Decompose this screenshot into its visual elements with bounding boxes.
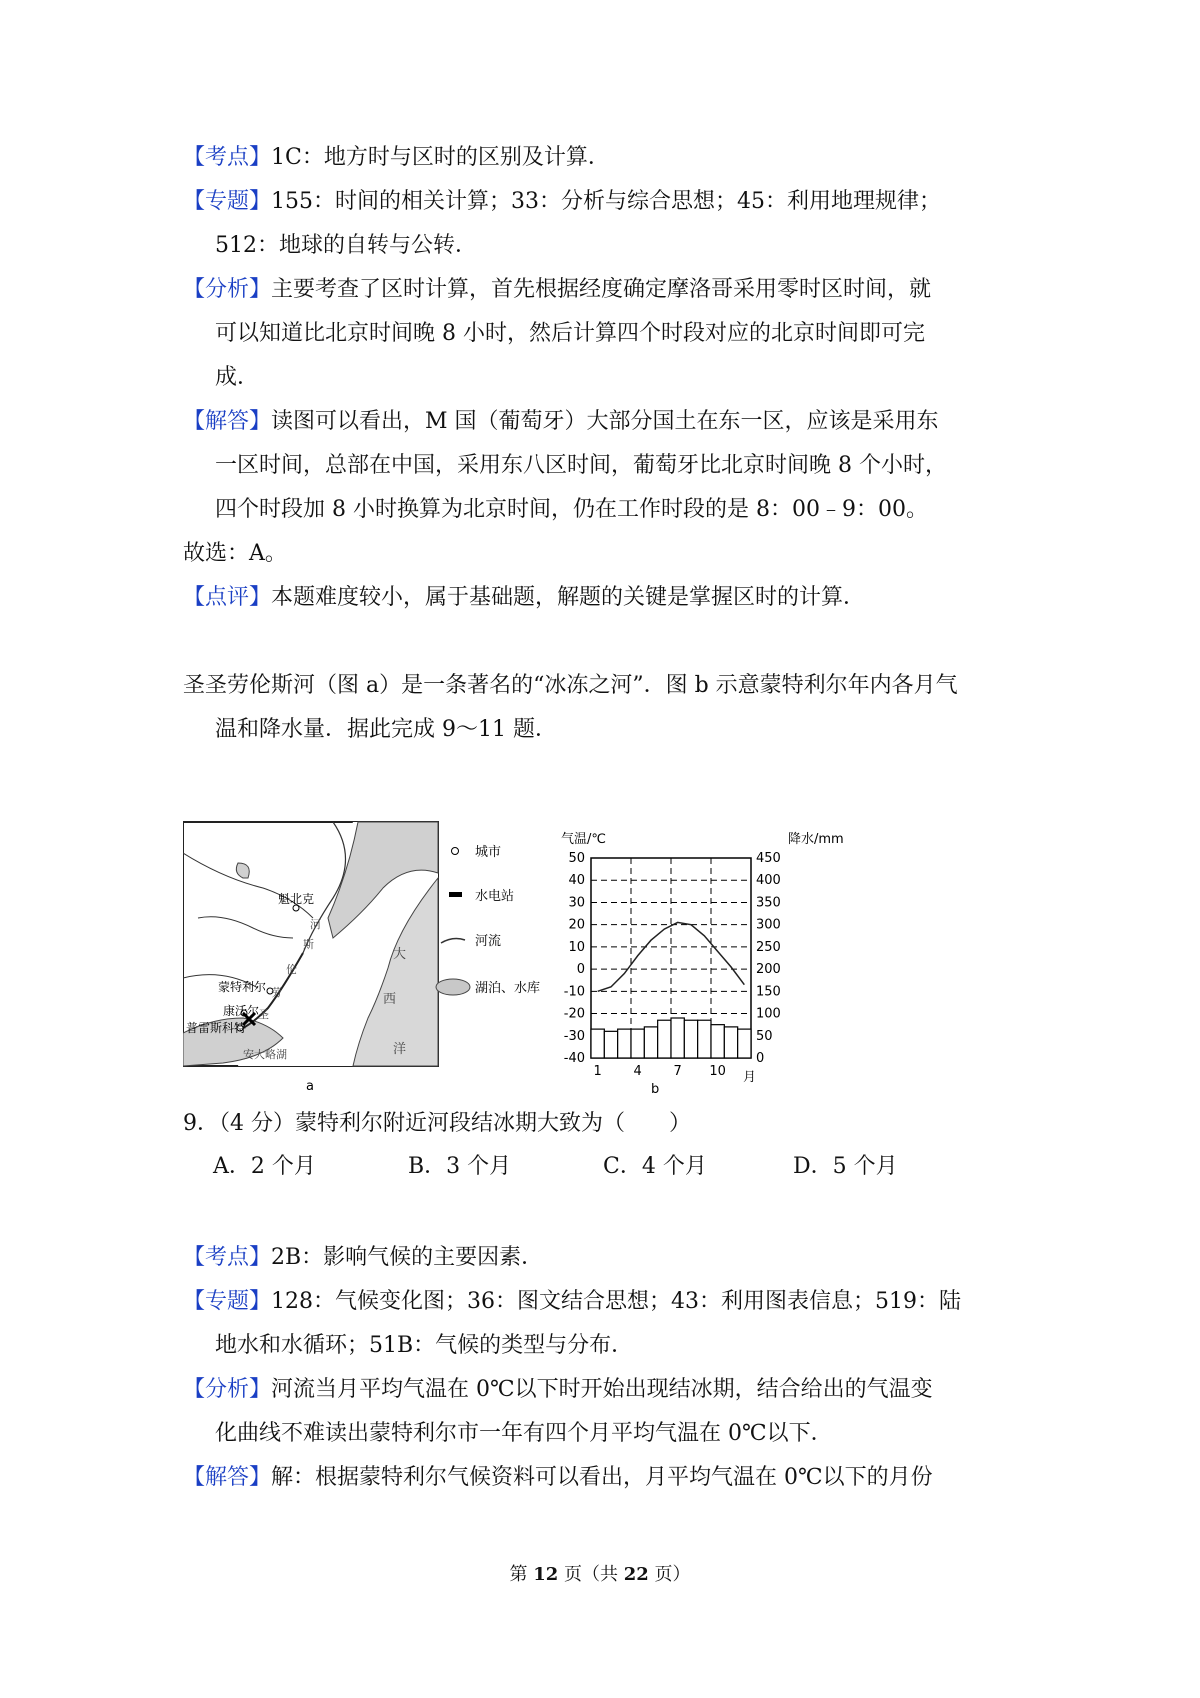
precip-tick-label: 400 [756,873,781,889]
figure-svg [183,818,863,1103]
map-a-label: a [306,1079,314,1094]
map-legend [436,845,540,996]
jieda2-line [183,1463,933,1493]
q9-option-a[interactable]: A．2 个月 [213,1154,316,1179]
page-footer [0,1560,1200,1586]
tag-dianping: 【点评】 [183,585,272,610]
q9-option-c[interactable]: C．4 个月 [603,1154,707,1179]
precip-bar [711,1025,724,1058]
chart-ylabel-right: 降水/mm [788,832,844,847]
q9-stem: 9．（4 分）蒙特利尔附近河段结冰期大致为（ ） [183,1111,691,1136]
precip-tick-label: 350 [756,895,781,911]
temp-tick-label: 30 [568,895,585,911]
precip-tick-label: 150 [756,984,781,1000]
fenxi2-line [183,1375,933,1405]
river-char-3: 伦 [286,963,297,976]
precip-tick-label: 0 [756,1051,765,1066]
answer-line: 故选：A。 [183,541,287,566]
tag-fenxi: 【分析】 [183,277,272,302]
intro-line-2: 温和降水量．据此完成 9～11 题． [215,717,557,742]
city-quebec: 魁北克 [278,892,315,906]
q9-option-d[interactable]: D．5 个月 [793,1154,898,1179]
kaodian-line-1 [183,143,610,173]
precip-tick-label: 100 [756,1006,781,1022]
temp-tick-label: 10 [568,939,585,955]
zhuanti2-cont: 地水和水循环；51B：气候的类型与分布． [215,1333,634,1358]
river-char-1: 河 [310,918,321,931]
tag-zhuanti: 【专题】 [183,189,272,214]
temp-tick-label: 0 [576,962,585,978]
footer-post: 页） [648,1564,691,1585]
tag-jieda: 【解答】 [183,409,272,434]
zhuanti-text: 155：时间的相关计算；33：分析与综合思想；45：利用地理规律； [271,189,941,214]
precip-bar [591,1029,604,1058]
tag-jieda-2: 【解答】 [183,1465,272,1490]
precipitation-bars [591,1018,751,1058]
legend-lake: 湖泊、水库 [475,981,541,996]
jieda-cont-1: 一区时间，总部在中国，采用东八区时间，葡萄牙比北京时间晚 8 个小时， [215,453,947,478]
precip-tick-label: 300 [756,917,781,933]
zhuanti2-text: 128：气候变化图；36：图文结合思想；43：利用图表信息；519：陆 [271,1289,961,1314]
jieda-line-1 [183,407,939,437]
chart-xlabel: 月 [743,1070,757,1085]
kaodian-text: 1C：地方时与区时的区别及计算． [271,145,610,170]
precip-bar [738,1029,751,1058]
dianping-text: 本题难度较小，属于基础题，解题的关键是掌握区时的计算． [271,585,866,610]
month-tick-label: 1 [593,1064,602,1079]
city-cornwall: 康沃尔 [223,1004,260,1018]
lake-label: 安大略湖 [243,1048,287,1061]
precip-bar [604,1031,617,1058]
month-tick-label: 4 [633,1064,642,1079]
precip-bar [671,1018,684,1058]
legend-hydro: 水电站 [475,889,515,904]
zhuanti-cont: 512：地球的自转与公转． [215,233,477,258]
river-char-5: 圣 [258,1008,269,1021]
fenxi-cont-1: 可以知道比北京时间晚 8 小时，然后计算四个时段对应的北京时间即可完 [215,321,925,346]
city-montreal: 蒙特利尔 [218,980,267,994]
climate-chart [561,831,844,1097]
kaodian2-text: 2B：影响气候的主要因素． [271,1245,544,1270]
jieda-cont-2: 四个时段加 8 小时换算为北京时间，仍在工作时段的是 8：00﹣9：00。 [215,497,928,522]
dianping-line [183,583,865,613]
figure-area [183,818,863,1103]
city-prescott: 普雷斯科特 [186,1021,247,1035]
fenxi2-text: 河流当月平均气温在 0℃以下时开始出现结冰期，结合给出的气温变 [271,1377,933,1402]
jieda2-text: 解：根据蒙特利尔气候资料可以看出，月平均气温在 0℃以下的月份 [271,1465,933,1490]
map-a [183,822,438,1094]
tag-zhuanti-2: 【专题】 [183,1289,272,1314]
fenxi-text: 主要考查了区时计算，首先根据经度确定摩洛哥采用零时区时间，就 [271,277,932,302]
chart-b-label: b [651,1082,660,1097]
legend-city-icon [452,848,459,855]
temp-tick-label: 20 [568,917,585,933]
footer-pre: 第 [509,1564,534,1585]
precip-bar [644,1027,657,1058]
fenxi-line-1 [183,275,931,305]
month-tick-label: 7 [673,1064,682,1079]
precip-bar [724,1027,737,1058]
precip-bar [658,1020,671,1058]
legend-hydro-icon [449,892,462,897]
precip-bar [684,1020,697,1058]
tag-kaodian-2: 【考点】 [183,1245,272,1270]
legend-river: 河流 [475,934,502,949]
footer-mid: 页（共 [558,1564,624,1585]
ocean-char-2: 西 [383,992,397,1007]
precip-tick-label: 50 [756,1028,773,1044]
jieda-text: 读图可以看出，M 国（葡萄牙）大部分国土在东一区，应该是采用东 [271,409,939,434]
precip-bar [618,1029,631,1058]
legend-lake-icon [436,979,470,995]
precip-bar [698,1020,711,1058]
intro-line-1: 圣圣劳伦斯河（图 a）是一条著名的“冰冻之河”．图 b 示意蒙特利尔年内各月气 [183,673,958,698]
temp-tick-label: 50 [568,851,585,866]
q9-option-b[interactable]: B．3 个月 [408,1154,512,1179]
temp-tick-label: 40 [568,873,585,889]
precip-tick-label: 200 [756,962,781,978]
temp-tick-label: -10 [563,984,585,1000]
footer-page-number: 12 [533,1564,559,1585]
river-char-2: 斯 [303,938,314,951]
fenxi-cont-2: 成． [215,365,260,390]
ocean-char-1: 大 [393,947,407,962]
precip-tick-label: 450 [756,851,781,866]
fenxi2-cont: 化曲线不难读出蒙特利尔市一年有四个月平均气温在 0℃以下． [215,1421,833,1446]
precip-bar [631,1029,644,1058]
chart-ylabel-left: 气温/℃ [561,832,606,847]
tag-kaodian: 【考点】 [183,145,272,170]
footer-page-total: 22 [623,1564,649,1585]
temp-tick-label: -20 [563,1006,585,1022]
precip-tick-label: 250 [756,939,781,955]
temp-tick-label: -40 [563,1051,585,1066]
zhuanti2-line [183,1287,961,1317]
tag-fenxi-2: 【分析】 [183,1377,272,1402]
zhuanti-line-1 [183,187,941,217]
kaodian2-line [183,1243,543,1273]
legend-river-icon [441,939,465,943]
ocean-char-3: 洋 [393,1042,407,1057]
month-tick-label: 10 [709,1064,726,1079]
temp-tick-label: -30 [563,1028,585,1044]
legend-city: 城市 [475,845,502,860]
river-char-4: 劳 [271,986,282,999]
